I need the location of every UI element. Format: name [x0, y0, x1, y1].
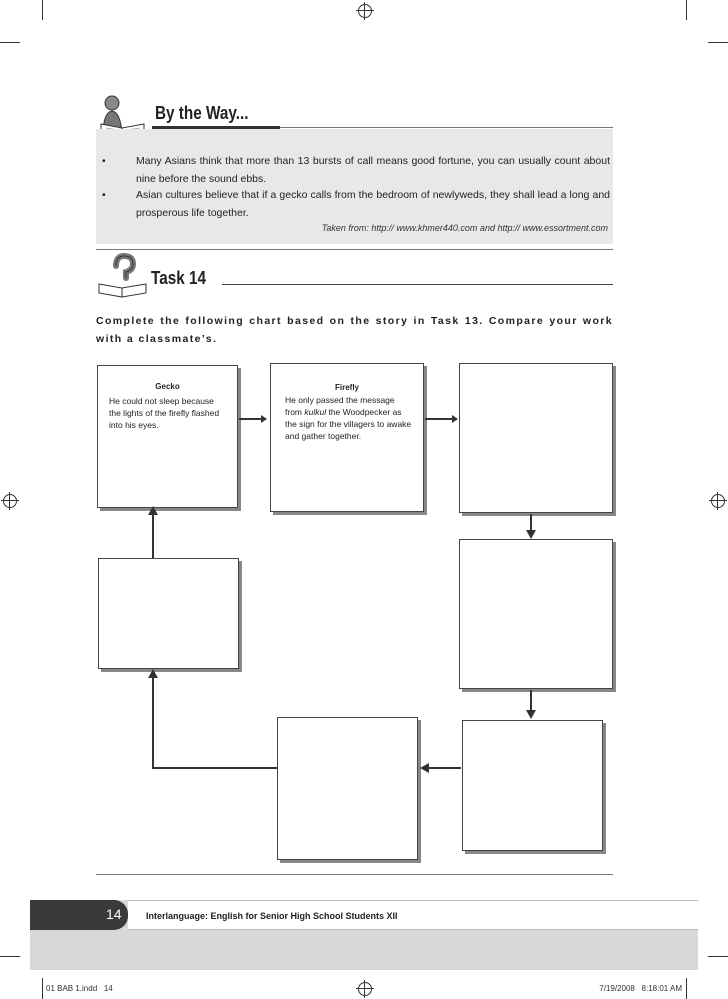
- crop-mark: [42, 0, 43, 20]
- blank-box[interactable]: [459, 539, 613, 689]
- firefly-text-italic: kulkul: [304, 407, 327, 417]
- connector-line: [152, 515, 154, 558]
- firefly-box-title: Firefly: [334, 383, 359, 392]
- question-book-icon: [96, 252, 150, 298]
- connector-line: [152, 678, 154, 769]
- connector-line: [152, 767, 277, 769]
- crop-mark: [0, 42, 20, 43]
- gecko-box-title: Gecko: [155, 382, 180, 391]
- arrow-down-icon: [526, 710, 536, 719]
- bullet-text: Many Asians think that more than 13 bursts of call means good fortune, you can usually count about nine before the sound ebbs.: [136, 155, 610, 185]
- crop-mark: [42, 978, 43, 999]
- divider-rule: [96, 249, 613, 250]
- arrow-up-icon: [148, 669, 158, 678]
- gecko-box-text: He could not sleep because the lights of the firefly flashed into his eyes.: [109, 396, 220, 430]
- bullet-mark: •: [102, 189, 106, 201]
- bullet-text: Asian cultures believe that if a gecko calls from the bedroom of newlyweds, they shall lead a long and prosperous life together.: [136, 189, 610, 219]
- task-underline: [222, 284, 613, 285]
- firefly-box: [270, 363, 424, 512]
- arrow-left-icon: [420, 763, 429, 773]
- arrow-right-icon: [261, 415, 267, 423]
- firefly-box-text: [285, 394, 413, 442]
- arrow-down-icon: [526, 530, 536, 539]
- task-instruction: Complete the following chart based on the story in Task 13. Compare your work with a classmate’s.: [96, 315, 613, 345]
- book-title: Interlanguage: English for Senior High School Students XII: [146, 911, 398, 921]
- by-the-way-title: By the Way...: [155, 103, 249, 123]
- registration-mark-icon: [358, 982, 372, 996]
- arrow-right-icon: [452, 415, 458, 423]
- registration-mark-icon: [358, 4, 372, 18]
- crop-mark: [708, 42, 728, 43]
- crop-mark: [686, 978, 687, 999]
- arrow-up-icon: [148, 506, 158, 515]
- page-number: 14: [106, 906, 122, 922]
- blank-box[interactable]: [459, 363, 613, 513]
- blank-box[interactable]: [462, 720, 603, 851]
- connector-line: [428, 767, 461, 769]
- bullet-mark: •: [102, 155, 106, 167]
- registration-mark-icon: [3, 494, 17, 508]
- blank-box[interactable]: [98, 558, 239, 669]
- registration-mark-icon: [711, 494, 725, 508]
- slug-date: 7/19/2008 8:18:01 AM: [599, 984, 682, 993]
- crop-mark: [686, 0, 687, 20]
- title-rule: [280, 127, 613, 128]
- connector-line: [425, 418, 452, 420]
- firefly-text-end: the Woodpecker as the sign for the villagers to awake and gather together.: [285, 407, 412, 441]
- firefly-text-start: He only passed the message from: [285, 395, 395, 417]
- crop-mark: [708, 956, 728, 957]
- connector-line: [530, 690, 532, 712]
- task-title: Task 14: [151, 268, 207, 288]
- source-note: Taken from: http:// www.khmer440.com and http:// www.essortment.com: [321, 223, 608, 233]
- bottom-rule: [96, 874, 613, 875]
- slug-file: 01 BAB 1.indd 14: [46, 984, 113, 993]
- connector-line: [239, 418, 261, 420]
- gecko-box: [97, 365, 238, 508]
- blank-box[interactable]: [277, 717, 418, 860]
- crop-mark: [0, 956, 20, 957]
